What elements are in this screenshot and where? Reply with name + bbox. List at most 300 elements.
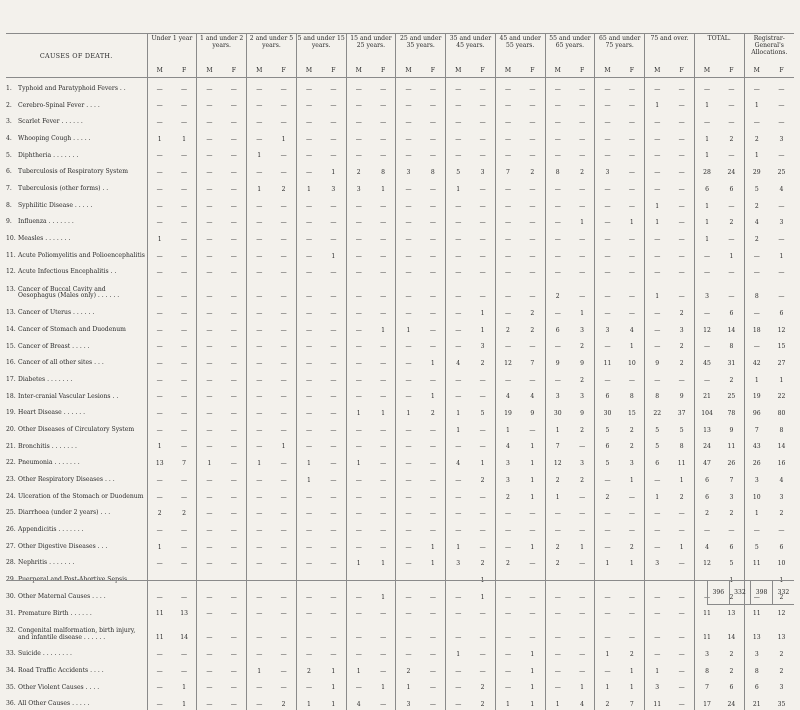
value-cell: 10 <box>744 486 769 503</box>
value-cell: — <box>330 634 337 642</box>
cause-cell <box>6 161 147 178</box>
cause-cell <box>6 302 147 319</box>
value-cell: — <box>628 169 635 177</box>
cause-name: Puerperal and Post-Abortive Sepsis <box>18 576 128 584</box>
value-cell: — <box>330 510 337 518</box>
age-group-header: 65 and under 75 years. <box>595 34 645 63</box>
value-cell: — <box>645 569 670 586</box>
value-cell: — <box>181 443 188 451</box>
value-cell: — <box>280 202 287 210</box>
value-cell: 8 <box>430 169 435 177</box>
cause-cell <box>6 536 147 553</box>
value-cell: 2 <box>480 360 485 367</box>
value-cell: 5 <box>679 426 684 434</box>
value-cell: 5 <box>595 419 620 436</box>
table-row <box>6 95 794 112</box>
value-cell: — <box>396 145 421 162</box>
cause-cell <box>6 145 147 162</box>
value-cell: 2 <box>729 135 734 143</box>
value-cell: — <box>694 111 719 128</box>
value-cell: — <box>396 452 421 469</box>
cause-cell <box>6 128 147 145</box>
value-cell: — <box>545 178 570 195</box>
value-cell: — <box>330 235 337 243</box>
value-cell: 11 <box>147 619 172 643</box>
value-cell: 1 <box>645 660 670 677</box>
value-cell: — <box>197 145 222 162</box>
value-cell: — <box>380 269 387 277</box>
value-cell: — <box>678 185 685 193</box>
value-cell: — <box>728 85 735 93</box>
value-cell: — <box>429 219 436 227</box>
value-cell: — <box>296 677 321 694</box>
value-cell: 6 <box>729 684 734 692</box>
value-cell: 2 <box>530 309 535 317</box>
value-cell: — <box>446 245 471 262</box>
table-row <box>6 569 794 586</box>
table-row <box>6 486 794 503</box>
value-cell: — <box>147 319 172 336</box>
female-header: F <box>331 66 336 74</box>
value-cell: 6 <box>595 386 620 403</box>
value-cell: 1 <box>629 343 634 351</box>
value-cell: — <box>280 576 287 584</box>
value-cell: — <box>296 569 321 586</box>
value-cell: — <box>396 195 421 212</box>
value-cell: — <box>628 185 635 193</box>
value-cell: 1 <box>545 419 570 436</box>
value-cell: 2 <box>495 486 520 503</box>
value-cell: — <box>744 569 769 586</box>
row-number: 36. <box>6 700 16 708</box>
value-cell: — <box>595 569 620 586</box>
cause-name: Whooping Cough . . . . . <box>18 134 91 142</box>
value-cell: — <box>694 302 719 319</box>
row-number: 7. <box>6 185 12 193</box>
row-number: 14. <box>6 325 16 333</box>
value-cell: — <box>628 376 635 384</box>
value-cell: 19 <box>744 386 769 403</box>
value-cell: — <box>181 360 188 367</box>
value-cell: — <box>147 145 172 162</box>
value-cell: 1 <box>480 593 485 601</box>
value-cell: — <box>678 252 685 260</box>
cause-name: Diphtheria . . . . . . . <box>18 151 79 159</box>
value-cell: — <box>280 610 287 618</box>
value-cell: — <box>280 651 287 658</box>
value-cell: — <box>197 643 222 660</box>
value-cell: — <box>280 393 287 401</box>
value-cell: — <box>495 212 520 229</box>
value-cell: 25 <box>777 169 786 177</box>
value-cell: — <box>446 503 471 520</box>
table-row <box>6 195 794 212</box>
value-cell: 12 <box>694 553 719 570</box>
value-cell: — <box>247 419 272 436</box>
value-cell: — <box>495 195 520 212</box>
value-cell: — <box>545 245 570 262</box>
value-cell: — <box>247 128 272 145</box>
value-cell: 11 <box>595 352 620 369</box>
value-cell: 1 <box>530 651 535 658</box>
cause-name: Acute Infectious Encephalitis . . <box>18 268 117 276</box>
grand-totals-row <box>708 580 795 604</box>
value-cell: — <box>744 262 769 279</box>
value-cell: 1 <box>396 677 421 694</box>
value-cell: — <box>247 469 272 486</box>
value-cell: 3 <box>331 185 336 193</box>
value-cell: — <box>147 419 172 436</box>
value-cell: — <box>197 586 222 603</box>
value-cell: — <box>330 326 337 334</box>
value-cell: — <box>396 569 421 586</box>
value-cell: — <box>330 202 337 210</box>
value-cell: 1 <box>446 178 471 195</box>
cause-cell <box>6 336 147 353</box>
value-cell: — <box>247 586 272 603</box>
male-header: M <box>147 63 172 78</box>
cause-cell <box>6 262 147 279</box>
value-cell: — <box>346 212 371 229</box>
table-row <box>6 469 794 486</box>
value-cell: — <box>280 309 287 317</box>
value-cell: — <box>495 586 520 603</box>
value-cell: — <box>230 393 237 401</box>
value-cell: — <box>694 369 719 386</box>
value-cell: 3 <box>694 643 719 660</box>
value-cell: — <box>147 245 172 262</box>
value-cell: — <box>380 576 387 584</box>
value-cell: 4 <box>530 393 535 401</box>
value-cell: — <box>628 493 635 501</box>
value-cell: — <box>197 693 222 710</box>
value-cell: 8 <box>729 343 734 351</box>
row-number: 18. <box>6 392 16 400</box>
value-cell: — <box>446 212 471 229</box>
value-cell: — <box>645 302 670 319</box>
value-cell: — <box>147 402 172 419</box>
value-cell: 3 <box>396 161 421 178</box>
value-cell: 3 <box>346 178 371 195</box>
value-cell: — <box>429 684 436 692</box>
value-cell: 1 <box>381 326 386 334</box>
value-cell: 2 <box>346 161 371 178</box>
table-row <box>6 278 794 302</box>
value-cell: 104 <box>694 402 719 419</box>
value-cell: — <box>330 269 337 277</box>
value-cell: — <box>545 336 570 353</box>
value-cell: — <box>147 660 172 677</box>
value-cell: — <box>280 376 287 384</box>
value-cell: — <box>346 95 371 112</box>
value-cell: — <box>579 610 586 618</box>
value-cell: — <box>396 369 421 386</box>
value-cell: — <box>479 393 486 401</box>
value-cell: 2 <box>679 343 684 351</box>
value-cell: — <box>230 102 237 110</box>
value-cell: 1 <box>530 476 535 484</box>
value-cell: — <box>230 85 237 93</box>
value-cell: — <box>645 245 670 262</box>
value-cell: — <box>247 436 272 453</box>
value-cell: — <box>280 326 287 334</box>
value-cell: — <box>197 369 222 386</box>
value-cell: — <box>197 262 222 279</box>
value-cell: 2 <box>595 486 620 503</box>
value-cell: — <box>446 619 471 643</box>
value-cell: — <box>181 343 188 351</box>
value-cell: — <box>429 701 436 709</box>
value-cell: — <box>396 486 421 503</box>
value-cell: — <box>595 369 620 386</box>
value-cell: — <box>181 235 188 243</box>
value-cell: — <box>595 95 620 112</box>
cause-name: Typhoid and Paratyphoid Fevers . . <box>18 84 126 92</box>
value-cell: — <box>529 135 536 143</box>
value-cell: 8 <box>545 161 570 178</box>
value-cell: — <box>595 178 620 195</box>
value-cell: — <box>429 269 436 277</box>
value-cell: 1 <box>446 419 471 436</box>
value-cell: 1 <box>296 693 321 710</box>
value-cell: 1 <box>147 228 172 245</box>
value-cell: 8 <box>679 443 684 451</box>
table-row <box>6 436 794 453</box>
value-cell: 1 <box>595 553 620 570</box>
female-header: F <box>580 66 585 74</box>
value-cell: — <box>495 643 520 660</box>
value-cell: — <box>645 619 670 643</box>
value-cell: — <box>678 526 685 534</box>
value-cell: — <box>744 245 769 262</box>
value-cell: 1 <box>346 660 371 677</box>
value-cell: 1 <box>694 145 719 162</box>
cause-cell <box>6 386 147 403</box>
value-cell: 7 <box>694 677 719 694</box>
value-cell: — <box>330 651 337 658</box>
value-cell: 2 <box>396 660 421 677</box>
value-cell: — <box>280 634 287 642</box>
value-cell: — <box>529 152 536 160</box>
value-cell: — <box>579 576 586 584</box>
value-cell: — <box>479 493 486 501</box>
table-row <box>6 553 794 570</box>
cause-cell <box>6 95 147 112</box>
value-cell: — <box>529 634 536 642</box>
row-number: 4. <box>6 134 12 142</box>
cause-cell <box>6 369 147 386</box>
value-cell: — <box>595 586 620 603</box>
value-cell: — <box>645 603 670 620</box>
value-cell: — <box>280 252 287 260</box>
value-cell: 2 <box>629 543 634 551</box>
value-cell: 9 <box>580 410 585 418</box>
value-cell: — <box>197 660 222 677</box>
value-cell: 7 <box>530 360 535 367</box>
value-cell: 6 <box>779 309 784 317</box>
value-cell: — <box>778 85 785 93</box>
value-cell: — <box>678 684 685 692</box>
value-cell: — <box>645 161 670 178</box>
value-cell: — <box>197 519 222 536</box>
value-cell: — <box>380 309 387 317</box>
value-cell: — <box>230 593 237 601</box>
value-cell: — <box>595 278 620 302</box>
value-cell: — <box>495 228 520 245</box>
table-row <box>6 693 794 710</box>
age-group-header: 55 and under 65 years. <box>545 34 595 63</box>
value-cell: — <box>380 202 387 210</box>
value-cell: — <box>181 102 188 110</box>
value-cell: — <box>579 269 586 277</box>
value-cell: — <box>380 443 387 451</box>
value-cell: — <box>728 102 735 110</box>
value-cell: — <box>230 543 237 551</box>
value-cell: 2 <box>744 228 769 245</box>
cause-name: Suicide . . . . . . . . <box>18 650 72 658</box>
value-cell: — <box>230 185 237 193</box>
value-cell: — <box>495 178 520 195</box>
value-cell: 47 <box>694 452 719 469</box>
value-cell: — <box>396 245 421 262</box>
value-cell: — <box>181 152 188 160</box>
value-cell: — <box>330 576 337 584</box>
value-cell: — <box>330 443 337 451</box>
value-cell: 15 <box>777 343 786 351</box>
value-cell: — <box>181 202 188 210</box>
cause-cell <box>6 195 147 212</box>
value-cell: — <box>479 651 486 658</box>
value-cell: — <box>529 252 536 260</box>
value-cell: 16 <box>777 460 786 468</box>
table-row <box>6 336 794 353</box>
value-cell: — <box>380 510 387 518</box>
value-cell: — <box>645 319 670 336</box>
value-cell: — <box>197 569 222 586</box>
value-cell: 4 <box>346 693 371 710</box>
value-cell: — <box>197 402 222 419</box>
female-header: F <box>231 66 236 74</box>
value-cell: — <box>380 360 387 367</box>
value-cell: — <box>380 393 387 401</box>
value-cell: — <box>429 185 436 193</box>
value-cell: 1 <box>694 212 719 229</box>
causes-of-death-header: CAUSES OF DEATH. <box>39 51 113 60</box>
value-cell: — <box>628 510 635 518</box>
value-cell: 7 <box>729 476 734 484</box>
value-cell: 45 <box>694 352 719 369</box>
value-cell: 10 <box>627 360 636 367</box>
value-cell: 5 <box>480 410 485 418</box>
value-cell: 1 <box>580 309 585 317</box>
row-number: 9. <box>6 218 12 226</box>
value-cell: — <box>396 128 421 145</box>
value-cell: — <box>296 212 321 229</box>
value-cell: 24 <box>694 436 719 453</box>
value-cell: — <box>529 426 536 434</box>
table-row <box>6 245 794 262</box>
value-cell: — <box>230 376 237 384</box>
value-cell: — <box>495 603 520 620</box>
value-cell: — <box>545 369 570 386</box>
age-group-header: Registrar-General's Allocations. <box>744 34 794 63</box>
value-cell: 30 <box>545 402 570 419</box>
value-cell: — <box>595 228 620 245</box>
value-cell: 11 <box>694 619 719 643</box>
value-cell: — <box>380 667 387 675</box>
value-cell: — <box>330 85 337 93</box>
value-cell: 1 <box>247 452 272 469</box>
value-cell: — <box>230 343 237 351</box>
value-cell: — <box>495 569 520 586</box>
value-cell: — <box>280 152 287 160</box>
value-cell: — <box>230 326 237 334</box>
value-cell: — <box>446 469 471 486</box>
table-row <box>6 78 794 95</box>
value-cell: 1 <box>530 443 535 451</box>
age-group-header: 2 and under 5 years. <box>247 34 297 63</box>
value-cell: 31 <box>727 360 736 367</box>
male-header: M <box>296 63 321 78</box>
row-number: 11. <box>6 251 16 259</box>
cause-cell <box>6 603 147 620</box>
value-cell: — <box>446 128 471 145</box>
value-cell: — <box>429 634 436 642</box>
male-header: M <box>645 63 670 78</box>
value-cell: — <box>396 643 421 660</box>
value-cell: — <box>628 309 635 317</box>
value-cell: — <box>380 252 387 260</box>
value-cell: — <box>479 152 486 160</box>
value-cell: 21 <box>694 386 719 403</box>
value-cell: — <box>446 693 471 710</box>
value-cell: — <box>628 135 635 143</box>
value-cell: — <box>728 235 735 243</box>
value-cell: — <box>678 701 685 709</box>
value-cell: — <box>247 278 272 302</box>
value-cell: — <box>628 252 635 260</box>
value-cell: — <box>247 195 272 212</box>
value-cell: 1 <box>147 436 172 453</box>
value-cell: — <box>579 119 586 127</box>
value-cell: 1 <box>331 252 336 260</box>
value-cell: — <box>446 677 471 694</box>
value-cell: 9 <box>530 410 535 418</box>
value-cell: — <box>296 78 321 95</box>
value-cell: — <box>230 684 237 692</box>
value-cell: — <box>396 603 421 620</box>
value-cell: — <box>429 493 436 501</box>
value-cell: — <box>181 651 188 658</box>
value-cell: 4 <box>495 386 520 403</box>
cause-name: Bronchitis . . . . . . . <box>18 442 77 450</box>
value-cell: — <box>396 336 421 353</box>
value-cell: — <box>479 235 486 243</box>
value-cell: 8 <box>779 426 784 434</box>
female-header: F <box>381 66 386 74</box>
value-cell: 14 <box>777 443 786 451</box>
row-number: 21. <box>6 442 16 450</box>
value-cell: 1 <box>446 643 471 660</box>
value-cell: 1 <box>430 393 435 401</box>
value-cell: 1 <box>381 185 386 193</box>
female-header: F <box>779 66 784 74</box>
value-cell: — <box>595 195 620 212</box>
value-cell: — <box>495 519 520 536</box>
value-cell: 1 <box>694 128 719 145</box>
value-cell: — <box>346 677 371 694</box>
value-cell: — <box>296 352 321 369</box>
